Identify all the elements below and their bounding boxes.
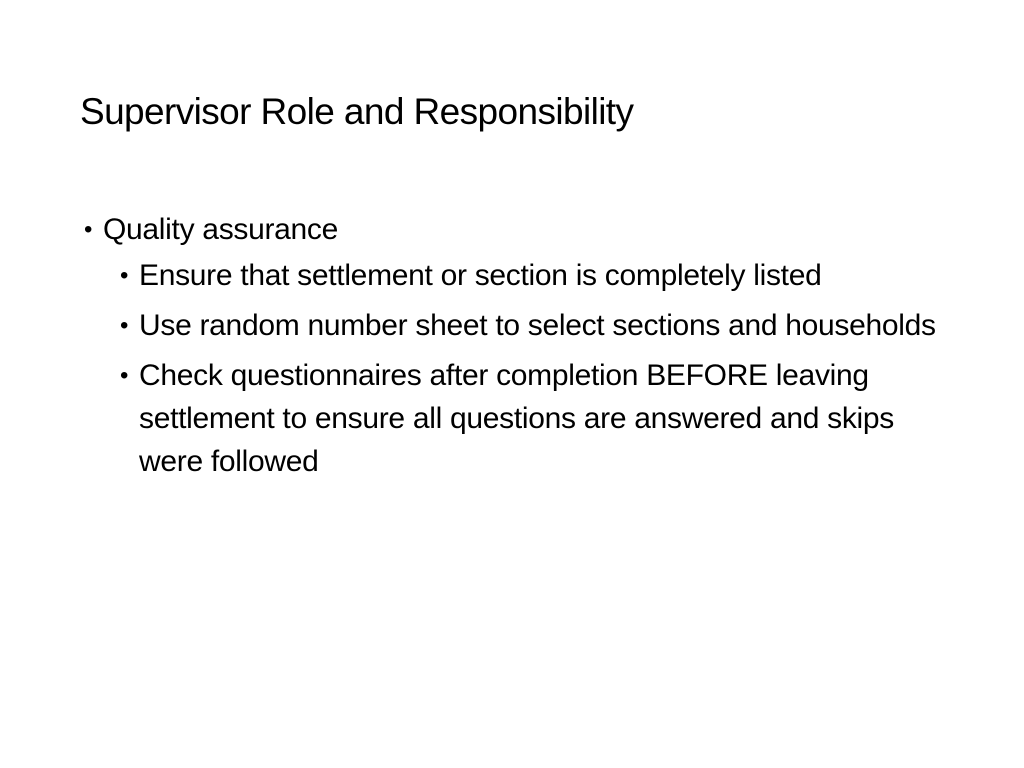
slide-content: [84, 208, 954, 490]
bullet-quality-assurance: [84, 208, 954, 252]
sub-bullet-text: Ensure that settlement or section is completely listed: [139, 259, 822, 292]
bullet-dot-icon: •: [84, 216, 93, 243]
sub-bullet-text: Check questionnaires after completion BEFORE leaving settlement to ensure all questions are answered and skips were followed: [139, 359, 895, 478]
sub-bullet-text: Use random number sheet to select sections and households: [139, 309, 936, 342]
bullet-text: Quality assurance: [103, 213, 339, 246]
sub-bullet-ensure-listed: [120, 254, 939, 297]
sub-bullet-check-questionnaires: [120, 354, 939, 483]
slide-title: Supervisor Role and Responsibility: [80, 91, 634, 132]
sub-bullet-list: [84, 254, 954, 483]
bullet-dot-icon: •: [120, 362, 129, 389]
bullet-dot-icon: •: [120, 312, 129, 339]
bullet-dot-icon: •: [120, 262, 129, 289]
sub-bullet-random-number-sheet: [120, 304, 939, 347]
